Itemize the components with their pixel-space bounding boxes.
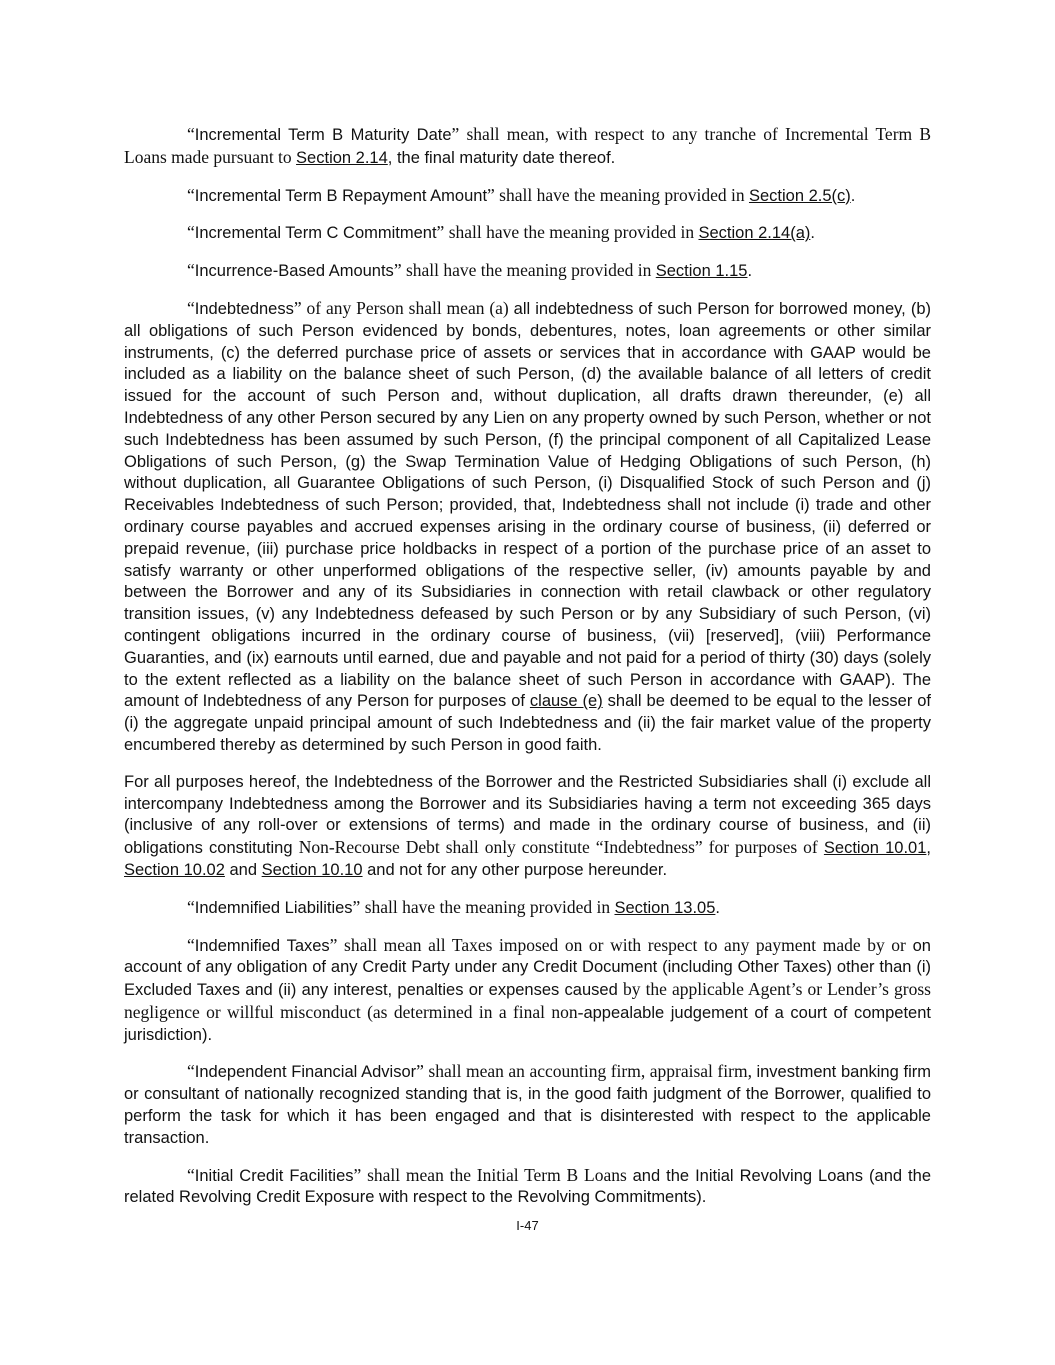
section-reference-link[interactable]: Section 10.01 [823, 839, 927, 858]
section-reference-link[interactable]: Section 13.05 [614, 898, 716, 917]
page-number: I-47 [516, 1218, 539, 1233]
defined-term: Indemnified Liabilities [194, 898, 353, 917]
clause-reference-link[interactable]: clause (e) [529, 692, 603, 711]
defined-term: Initial Credit Facilities [194, 1166, 354, 1185]
defined-term: Independent Financial Advisor [194, 1063, 417, 1082]
defined-term: Indebtedness [194, 299, 294, 318]
definition-incremental-term-b-repayment-amount: “Incremental Term B Repayment Amount” shall have the meaning provided in Section 2.5(c). [187, 184, 856, 205]
definition-incremental-term-c-commitment: “Incremental Term C Commitment” shall have the meaning provided in Section 2.14(a). [187, 222, 815, 243]
definition-indebtedness: “Indebtedness” of any Person shall mean (a) all indebtedness of such Person for borrowed money, (b) all obligations of such Person evidenced by bonds, debentures, notes, loan agreements or other similar instruments, (c) the deferred purchase price of assets or services that in accordance with GAAP would be included as a liability on the balance sheet of such Person, (d) the available balance of all letters of credit issued for the account of such Person and, without duplication, all drafts drawn thereunder, (e) all Indebtedness of any other Person secured by any Lien on any property owned by such Person, whether or not such Indebtedness has been assumed by such Person, (f) the principal component of all Capitalized Lease Obligations of such Person, (g) the Swap Termination Value of Hedging Obligations of such Person, (h) without duplication, all Guarantee Obligations of such Person, (i) Disqualified Stock of such Person and (j) Receivables Indebtedness of such Person; provided, that, Indebtedness shall not include (i) trade and other ordinary course payables and accrued expenses arising in the ordinary course of business, (ii) deferred or prepaid revenue, (iii) purchase price holdbacks in respect of a portion of the purchase price of an asset to satisfy warranty or other unperformed obligations of the respective seller, (iv) amounts payable by and between the Borrower and any of its Subsidiaries in connection with retail clawback or other regulatory transition issues, (v) any Indebtedness defeased by such Person or by any Subsidiary of such Person, (vi) contingent obligations incurred in the ordinary course of business, (vii) [reserved], (viii) Performance Guaranties, and (ix) earnouts until earned, due and payable and not paid for a period of thirty (30) days (solely to the extent reflected as a liability on the balance sheet of such Person in accordance with GAAP). The amount of Indebtedness of any Person for purposes of clause (e) shall be deemed to be equal to the lesser of (i) the aggregate unpaid principal amount of such Indebtedness and (ii) the fair market value of the property encumbered thereby as determined by such Person in good faith. [124, 297, 932, 754]
section-reference-link[interactable]: Section 2.14(a) [698, 224, 811, 243]
defined-term: Incremental Term B Repayment Amount [194, 186, 488, 205]
defined-term: Indemnified Taxes [194, 936, 330, 955]
defined-term: Incremental Term C Commitment [194, 224, 437, 243]
definition-incremental-term-b-maturity-date: “Incremental Term B Maturity Date” shall mean, with respect to any tranche of Incremental Term B Loans made pursuant to Section 2.14, the final maturity date thereof. [124, 124, 932, 167]
definition-initial-credit-facilities: “Initial Credit Facilities” shall mean the Initial Term B Loans and the Initial Revolving Loans (and the related Revolving Credit Exposure with respect to the Revolving Commitments). [124, 1164, 931, 1207]
definition-indemnified-taxes: “Indemnified Taxes” shall mean all Taxes imposed on or with respect to any payment made by or on account of any obligation of any Credit Party under any Credit Document (including Other Taxes) other than (i) Excluded Taxes and (ii) any interest, penalties or expenses caused by the applicable Agent’s or Lender’s gross negligence or willful misconduct (as determined in a final non-appealable judgement of a court of competent jurisdiction). [124, 934, 931, 1044]
document-page [124, 124, 931, 1209]
definition-indemnified-liabilities: “Indemnified Liabilities” shall have the meaning provided in Section 13.05. [187, 896, 720, 917]
for-all-purposes-paragraph: For all purposes hereof, the Indebtedness of the Borrower and the Restricted Subsidiaries shall (i) exclude all intercompany Indebtedness among the Borrower and its Subsidiaries having a term not exceeding 365 days (inclusive of any roll-over or extensions of terms) and made in the ordinary course of business, and (ii) obligations constituting Non-Recourse Debt shall only constitute “Indebtedness” for purposes of Section 10.01, Section 10.02 and Section 10.10 and not for any other purpose hereunder. [124, 772, 931, 879]
section-reference-link[interactable]: Section 10.10 [261, 860, 363, 879]
definition-independent-financial-advisor: “Independent Financial Advisor” shall mean an accounting firm, appraisal firm, investment banking firm or consultant of nationally recognized standing that is, in the good faith judgment of the Borrower, qualified to perform the task for which it has been engaged and that is disinterested with respect to the applicable transaction. [124, 1061, 931, 1147]
defined-term: Incurrence-Based Amounts [194, 262, 394, 281]
defined-term: Incremental Term B Maturity Date [194, 126, 452, 144]
section-reference-link[interactable]: Section 10.02 [124, 860, 225, 879]
section-reference-link[interactable]: Section 2.14 [296, 148, 388, 167]
definition-incurrence-based-amounts: “Incurrence-Based Amounts” shall have the meaning provided in Section 1.15. [187, 260, 753, 281]
section-reference-link[interactable]: Section 2.5(c) [748, 186, 851, 205]
section-reference-link[interactable]: Section 1.15 [655, 262, 748, 281]
